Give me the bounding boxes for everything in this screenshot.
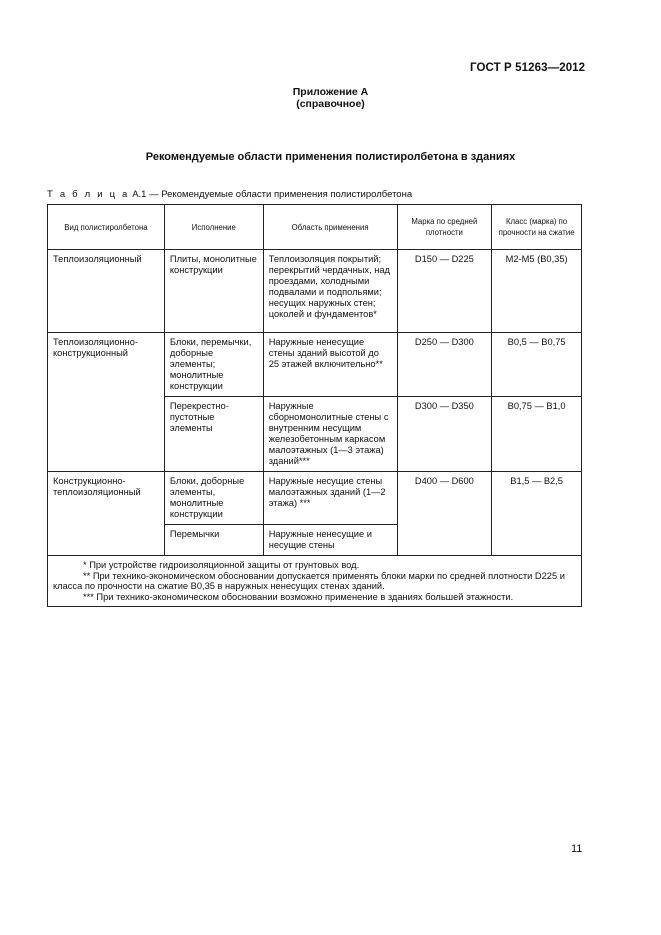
- note-2: ** При технико-экономическом обосновании допускается применять блоки марки по средней плотности D225 и класса по прочности на сжатие B0,35 в наружных ненесущих стенах зданий.: [53, 570, 565, 591]
- table-notes-row: [48, 556, 582, 607]
- cell-strength: B0,5 — B0,75: [492, 333, 582, 397]
- cell-strength: M2-M5 (B0,35): [492, 250, 582, 333]
- cell-application: Наружные сборномонолитные стены с внутренним несущим железобетонным каркасом малоэтажных (1—3 этажа) зданий***: [263, 397, 397, 472]
- table-row: [48, 250, 582, 333]
- cell-application: Наружные ненесущие стены зданий высотой до 25 этажей включительно**: [263, 333, 397, 397]
- cell-execution: Перемычки: [164, 525, 263, 556]
- table-notes: [48, 556, 582, 607]
- appendix-subtitle: (справочное): [296, 98, 365, 110]
- cell-type: Конструкционно-теплоизоляционный: [48, 472, 165, 556]
- table-caption-text: — Рекомендуемые области применения полистиролбетона: [149, 189, 413, 200]
- cell-density: D250 — D300: [397, 333, 492, 397]
- header-application: Область применения: [263, 205, 397, 250]
- header-execution: Исполнение: [164, 205, 263, 250]
- cell-strength: B0,75 — B1,0: [492, 397, 582, 472]
- table-caption: [47, 189, 412, 200]
- header-strength: Класс (марка) по прочности на сжатие: [492, 205, 582, 250]
- cell-density: D400 — D600: [397, 472, 492, 556]
- table-row: [48, 472, 582, 525]
- application-table: [47, 204, 582, 607]
- cell-application: Наружные несущие стены малоэтажных зданий (1—2 этажа) ***: [263, 472, 397, 525]
- header-density: Марка по средней плотности: [397, 205, 492, 250]
- cell-strength: B1,5 — B2,5: [492, 472, 582, 556]
- note-1: * При устройстве гидроизоляционной защиты от грунтовых вод.: [83, 560, 360, 570]
- cell-execution: Блоки, доборные элементы, монолитные конструкции: [164, 472, 263, 525]
- cell-density: D150 — D225: [397, 250, 492, 333]
- document-code: ГОСТ Р 51263—2012: [470, 62, 586, 74]
- cell-type: Теплоизоляционно-конструкционный: [48, 333, 165, 472]
- appendix-title: Приложение А: [292, 86, 369, 98]
- header-type: Вид полистиролбетона: [48, 205, 165, 250]
- table-row: [48, 333, 582, 397]
- cell-execution: Плиты, монолитные конструкции: [164, 250, 263, 333]
- note-3: *** При технико-экономическом обосновании возможно применение в зданиях большей этажности.: [83, 591, 514, 602]
- table-header-row: [48, 205, 582, 250]
- cell-execution: Блоки, перемычки, доборные элементы; монолитные конструкции: [164, 333, 263, 397]
- section-title: Рекомендуемые области применения полистиролбетона в зданиях: [145, 151, 516, 163]
- cell-density: D300 — D350: [397, 397, 492, 472]
- cell-execution: Перекрестно-пустотные элементы: [164, 397, 263, 472]
- table-caption-number: А.1: [132, 189, 147, 200]
- cell-application: Теплоизоляция покрытий; перекрытий чердачных, над проездами, холодными подвалами и подпольями; несущих наружных стен; цоколей и фундаментов*: [263, 250, 397, 333]
- table-caption-label: Т а б л и ц а: [47, 189, 130, 200]
- page-number: 11: [571, 843, 583, 855]
- cell-type: Теплоизоляционный: [48, 250, 165, 333]
- cell-application: Наружные ненесущие и несущие стены: [263, 525, 397, 556]
- appendix-heading: [0, 86, 661, 110]
